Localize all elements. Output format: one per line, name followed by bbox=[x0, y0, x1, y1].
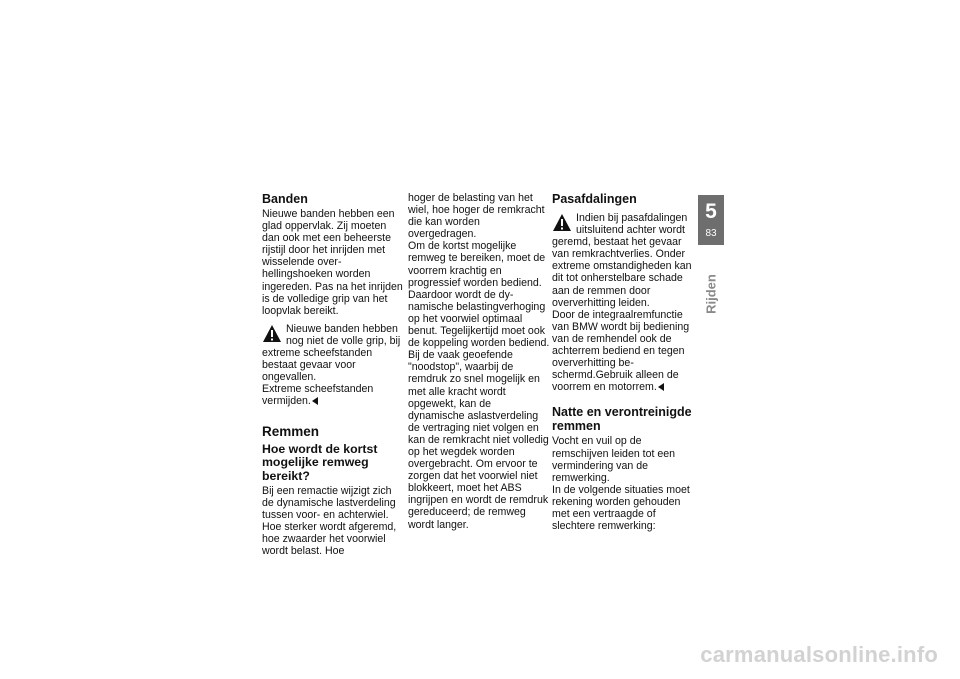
heading-pasafdalingen: Pasafdalingen bbox=[552, 192, 637, 206]
warning-block-banden bbox=[262, 323, 404, 408]
column-middle bbox=[408, 192, 550, 531]
watermark: carmanualsonline.info bbox=[700, 642, 938, 667]
warning-text-banden: Nieuwe banden hebben nog niet de volle grip, bij extreme scheefstanden bestaat gevaar voor ongevallen. bbox=[262, 322, 401, 384]
paragraph-kortst-remweg: Bij een remactie wijzigt zich de dynamische lastverdeling tussen voor- en achterwiel. Hoe sterker wordt afgeremd, hoe zwaarder het voorwiel wordt belast. Hoe bbox=[262, 485, 397, 558]
chapter-number: 5 bbox=[705, 200, 717, 223]
paragraph-belasting: hoger de belasting van het wiel, hoe hoger de remkracht die kan worden overgedragen. bbox=[408, 192, 545, 241]
column-right bbox=[552, 192, 694, 532]
warning-text-pasafdalingen: Indien bij pasafdalingen uitsluitend achter wordt geremd, bestaat het gevaar van remkrachtverlies. Onder extreme omstandigheden kan dit tot onherstelbare schade aan de remmen door oververhitting leiden. bbox=[552, 212, 692, 309]
chapter-label-text: Rijden bbox=[703, 274, 719, 314]
heading-banden: Banden bbox=[262, 192, 308, 206]
paragraph-situaties: In de volgende situaties moet rekening worden gehouden met een vertraagde of slechtere remwerking: bbox=[552, 483, 690, 533]
warning-advice-banden: Extreme scheefstanden vermijden. bbox=[262, 383, 374, 408]
paragraph-integraalrem: Door de integraalremfunctie van BMW wordt bij bediening van de remhendel ook de achterrem bediend en tegen oververhitting beschermd.Gebruik alleen de voorrem en motorrem. bbox=[552, 308, 690, 394]
warning-triangle-icon bbox=[552, 213, 572, 232]
paragraph-vocht: Vocht en vuil op de remschijven leiden tot een vermindering van de remwerking. bbox=[552, 435, 676, 484]
paragraph-banden: Nieuwe banden hebben een glad oppervlak. Zij moeten dan ook met een beheerste rijstijl door het inrijden met wisselende overhellingshoeken worden ingereden. Pas na het inrijden is de volledige grip van het loopvlak bereikt. bbox=[262, 208, 403, 317]
paragraph-remweg: Om de kortst mogelijke remweg te bereiken, moet de voorrem krachtig en progressief worden bediend. Daardoor wordt de dynamische belastingverhoging op het voorwiel optimaal benut. Tegelijkertijd moet ook de koppeling worden bediend. Bij de vaak geoefende "noodstop", waarbij de remdruk zo snel mogelijk en met alle kracht wordt opgewekt, kan de dynamische aslastverdeling de vertraging niet volgen en kan de remkracht niet volledig op het wegdek worden overgebracht. Om ervoor te zorgen dat het voorwiel niet blokkeert, moet het ABS ingrijpen en wordt de remdruk gereduceerd; de remweg wordt langer. bbox=[408, 240, 550, 531]
heading-natte-remmen: Natte en verontreinigde remmen bbox=[552, 405, 692, 434]
warning-triangle-icon bbox=[262, 324, 282, 343]
heading-remmen: Remmen bbox=[262, 423, 320, 439]
chapter-tab bbox=[698, 195, 724, 245]
end-of-section-icon bbox=[312, 397, 318, 405]
column-left bbox=[262, 192, 404, 558]
end-of-section-icon bbox=[658, 383, 664, 391]
chapter-side-label bbox=[698, 264, 724, 324]
page-number: 83 bbox=[705, 228, 717, 239]
warning-block-pasafdalingen bbox=[552, 212, 694, 309]
heading-kortst-remweg: Hoe wordt de kortst mogelijke remweg bereikt? bbox=[262, 441, 378, 483]
